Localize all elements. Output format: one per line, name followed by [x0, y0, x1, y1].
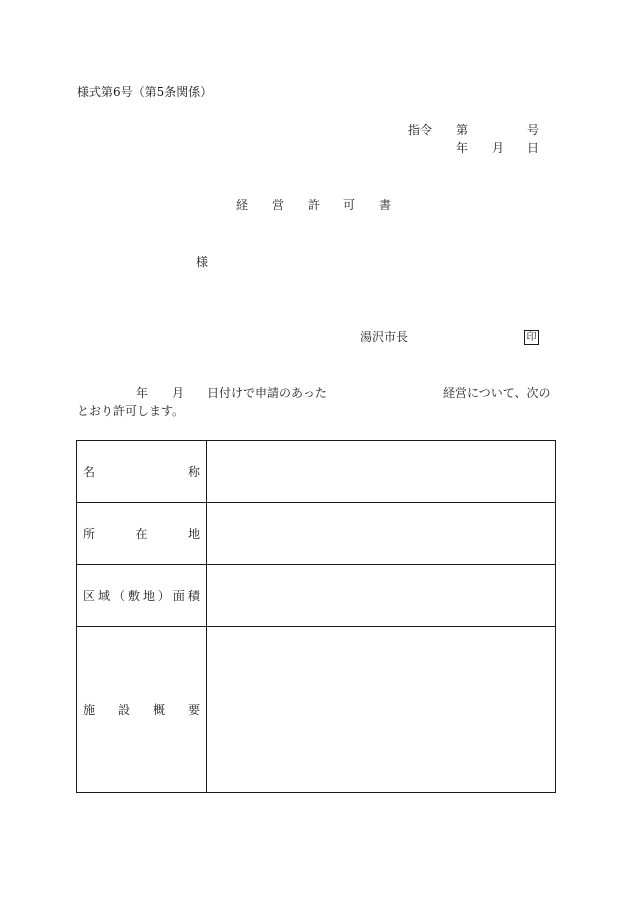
label-char: 敷 [127, 589, 140, 603]
title-char: 書 [379, 198, 392, 212]
issuer-name: 湯沢市長 [360, 330, 409, 344]
label-char: （ [112, 589, 125, 603]
addressee-suffix: 様 [196, 255, 209, 269]
seal-char: 印 [524, 330, 539, 345]
label-char: 区 [83, 589, 96, 603]
label-char: 概 [152, 703, 165, 717]
body-business: 経営について、次の [443, 386, 551, 400]
title-char: 営 [272, 198, 285, 212]
label-char: 在 [135, 527, 148, 541]
table-row [77, 503, 556, 565]
label-char: 称 [187, 465, 200, 479]
location-label-cell [77, 503, 207, 565]
table-row [77, 441, 556, 503]
name-label-cell [77, 441, 207, 503]
body-month: 月 [172, 386, 185, 400]
date-year-label: 年 [456, 141, 469, 155]
title-char: 経 [236, 198, 249, 212]
area-value-cell[interactable] [207, 565, 556, 627]
body-dated-applied: 日付けで申請のあった [207, 386, 327, 400]
area-label-cell [77, 565, 207, 627]
name-value-cell[interactable] [207, 441, 556, 503]
label-char: 地 [142, 589, 155, 603]
body-line2: とおり許可します。 [77, 404, 185, 418]
label-char: 域 [97, 589, 110, 603]
label-char: 設 [117, 703, 130, 717]
label-char: 施 [83, 703, 96, 717]
table-row [77, 565, 556, 627]
location-value-cell[interactable] [207, 503, 556, 565]
label-char: 積 [187, 589, 200, 603]
label-char: 地 [187, 527, 200, 541]
label-char: 名 [83, 465, 96, 479]
label-char: ） [157, 589, 170, 603]
table-row [77, 627, 556, 793]
dai-label: 第 [456, 123, 469, 137]
go-label: 号 [527, 123, 540, 137]
facility-label-cell [77, 627, 207, 793]
form-number: 様式第6号（第5条関係） [77, 85, 213, 99]
title-char: 可 [343, 198, 356, 212]
label-char: 要 [187, 703, 200, 717]
permit-table [76, 440, 556, 793]
label-char: 所 [83, 527, 96, 541]
body-year: 年 [136, 386, 149, 400]
date-month-label: 月 [492, 141, 505, 155]
label-char: 面 [172, 589, 185, 603]
facility-value-cell[interactable] [207, 627, 556, 793]
date-day-label: 日 [527, 141, 540, 155]
seal-mark [524, 330, 539, 345]
shirei-label: 指令 [408, 123, 433, 137]
title-char: 許 [308, 198, 321, 212]
